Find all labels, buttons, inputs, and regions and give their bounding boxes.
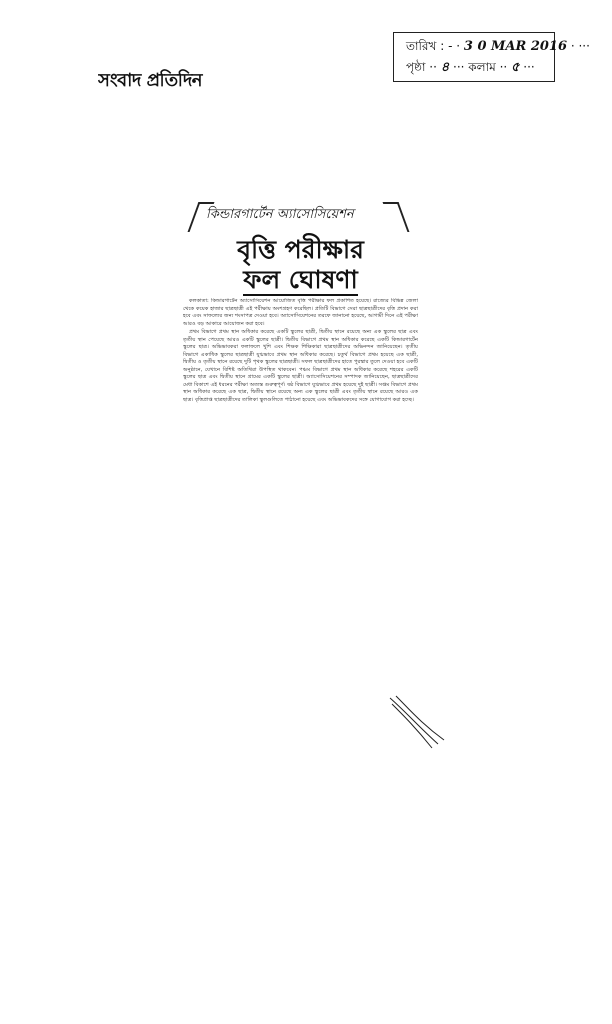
headline-line-2-text: ফল ঘোষণা: [243, 265, 358, 294]
stamp-page-label: পৃষ্ঠা: [406, 60, 426, 74]
headline-bracket-right: [383, 202, 410, 232]
stamp-column-value: ৫: [511, 60, 520, 75]
stamp-date-value: 3 0 MAR 2016: [463, 39, 568, 54]
headline-line-2: [183, 260, 418, 303]
stamp-date-row: তারিখ : - · 3 0 MAR 2016 · ···: [406, 39, 590, 54]
article-paragraph: কলকাতা: কিন্ডারগার্টেন অ্যাসোসিয়েশন আয়োজিত বৃত্তি পরীক্ষার ফল প্রকাশিত হয়েছে। রাজ্যের বিভিন্ন জেলা থেকে কয়েক হাজার ছাত্রছাত্রী এই পরীক্ষায় অংশগ্রহণ করেছিল। প্রতিটি বিভাগে সেরা ছাত্রছাত্রীদের বৃত্তি প্রদান করা হবে এবং সাফল্যের জন্য শংসাপত্র দেওয়া হবে। অ্যাসোসিয়েশনের তরফে জানানো হয়েছে, আগামী দিনে এই পরীক্ষা আরও বড় আকারে আয়োজন করা হবে।: [183, 298, 418, 327]
headline-line-1: বৃত্তি পরীক্ষার: [237, 235, 364, 264]
article-paragraph: প্রথম বিভাগে প্রথম স্থান অধিকার করেছে একটি স্কুলের ছাত্রী, দ্বিতীয় স্থানে রয়েছে অন্য এক স্কুলের ছাত্র এবং তৃতীয় স্থান পেয়েছে আরও একটি স্কুলের ছাত্রী। দ্বিতীয় বিভাগে প্রথম স্থান অধিকার করেছে একটি কিন্ডারগার্টেন স্কুলের ছাত্র। অভিভাবকরা ফলাফলে খুশি এবং শিক্ষক শিক্ষিকারা ছাত্রছাত্রীদের অভিনন্দন জানিয়েছেন। তৃতীয় বিভাগে একাধিক স্কুলের ছাত্রছাত্রী যুগ্মভাবে প্রথম স্থান অধিকার করেছে। চতুর্থ বিভাগে প্রথম হয়েছে এক ছাত্রী, দ্বিতীয় ও তৃতীয় স্থানে রয়েছে দুটি পৃথক স্কুলের ছাত্রছাত্রী। সফল ছাত্রছাত্রীদের হাতে পুরস্কার তুলে দেওয়া হবে একটি অনুষ্ঠানে, যেখানে বিশিষ্ট অতিথিরা উপস্থিত থাকবেন। পঞ্চম বিভাগে প্রথম স্থান অধিকার করেছে শহরের একটি স্কুলের ছাত্র এবং দ্বিতীয় স্থানে গ্রামের একটি স্কুলের ছাত্রী। অ্যাসোসিয়েশনের সম্পাদক জানিয়েছেন, ছাত্রছাত্রীদের মেধা বিকাশে এই ধরনের পরীক্ষা অত্যন্ত গুরুত্বপূর্ণ। ষষ্ঠ বিভাগে যুগ্মভাবে প্রথম হয়েছে দুই ছাত্রী। সপ্তম বিভাগে প্রথম স্থান অধিকার করেছে এক ছাত্র, দ্বিতীয় স্থানে রয়েছে অন্য এক স্কুলের ছাত্রী এবং তৃতীয় স্থানে রয়েছে আরও এক ছাত্র। বৃত্তিপ্রাপ্ত ছাত্রছাত্রীদের তালিকা স্কুলগুলিতে পাঠানো হয়েছে এবং অভিভাবকদের সঙ্গে যোগাযোগ করা হচ্ছে।: [183, 329, 418, 403]
stamp-page-row: পৃষ্ঠা ·· ৪ ··· কলাম ·· ৫ ···: [406, 60, 535, 75]
stamp-column-label: কলাম: [468, 60, 496, 74]
article-body: [183, 298, 418, 758]
stamp-page-value: ৪: [440, 60, 450, 75]
pen-scribble-mark: [388, 692, 448, 752]
article-kicker: কিন্ডারগার্টেন অ্যাসোসিয়েশন: [206, 207, 354, 222]
newspaper-masthead: সংবাদ প্রতিদিন: [98, 70, 203, 91]
stamp-date-label: তারিখ: [406, 39, 437, 53]
clipping-date-stamp: [393, 32, 590, 82]
news-clipping: [183, 200, 418, 755]
